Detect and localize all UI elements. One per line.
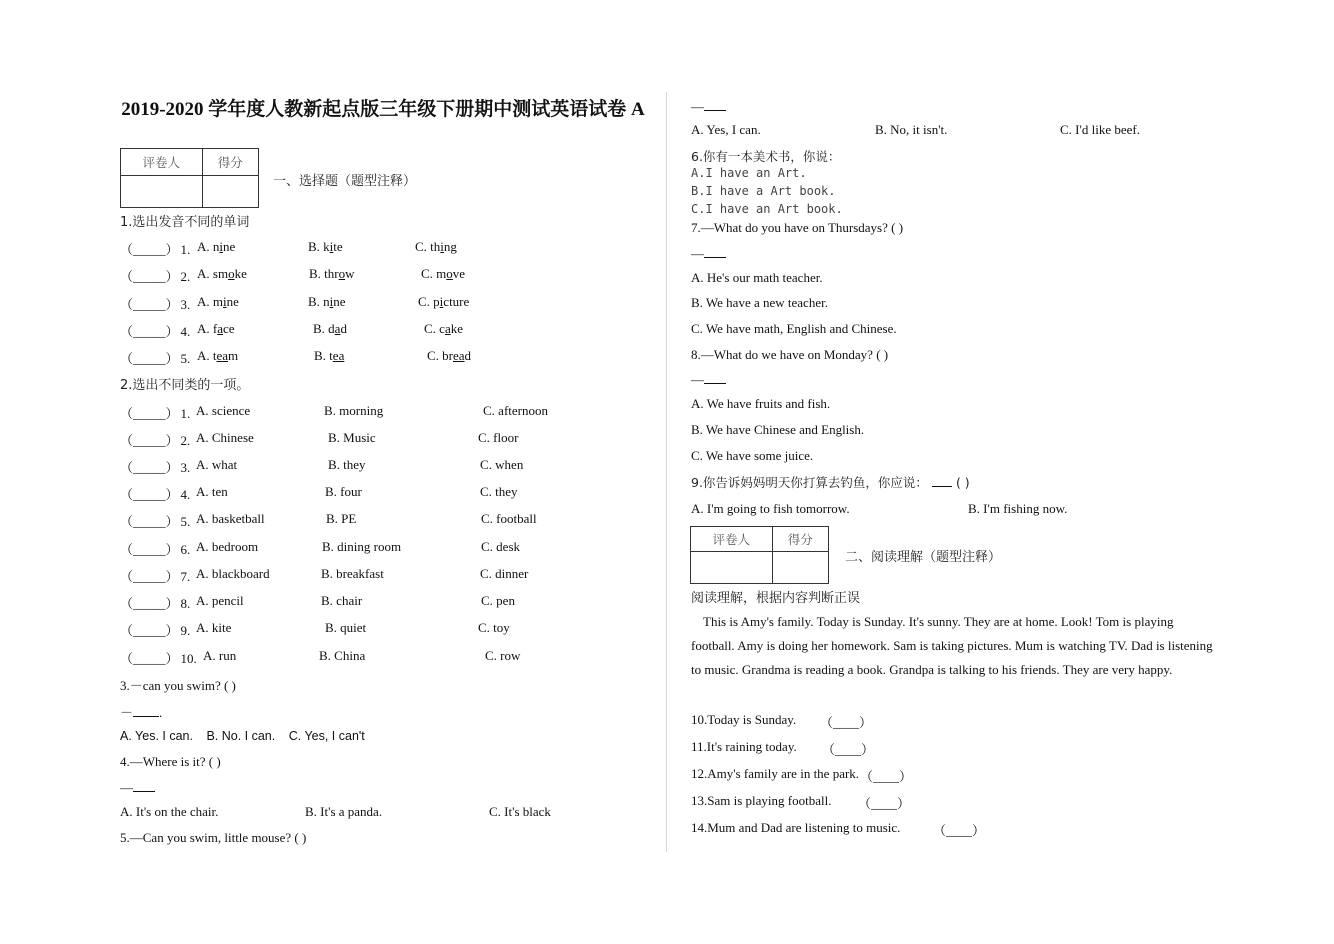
option-a[interactable]: A. blackboard — [196, 566, 270, 581]
statement: 13.Sam is playing football. — [691, 793, 832, 808]
grader-label: 评卷人 — [121, 149, 203, 176]
question-number: 7. — [180, 569, 191, 584]
score-label: 得分 — [772, 527, 828, 552]
question-number: 2. — [180, 433, 191, 448]
option-c[interactable] — [415, 239, 457, 255]
answer-blank[interactable]: （_____） — [120, 406, 179, 421]
option-b[interactable] — [313, 321, 347, 337]
answer-blank[interactable]: （____） — [860, 769, 913, 784]
q5-option-a[interactable]: A. Yes, I can. — [691, 122, 761, 137]
option-b[interactable] — [314, 348, 344, 364]
q4-option-b[interactable]: B. It's a panda. — [305, 804, 383, 819]
question-number: 3. — [180, 297, 191, 312]
underlined-letters: i — [329, 294, 334, 309]
underlined-letters: i — [223, 294, 227, 309]
q1-row — [120, 321, 190, 340]
underlined-letters: o — [338, 266, 346, 281]
q2-row — [120, 511, 190, 530]
q3-answer-line: － . — [120, 705, 163, 720]
option-b[interactable]: B. Music — [328, 430, 376, 445]
option-b[interactable]: B. China — [319, 648, 366, 663]
option-b[interactable]: B. chair — [321, 593, 363, 608]
statement: 10.Today is Sunday. — [691, 712, 797, 727]
q3-options — [120, 729, 365, 743]
option-c[interactable]: C. afternoon — [483, 403, 548, 418]
q8-question: 8.—What do we have on Monday? ( ) — [691, 347, 889, 362]
q2-row — [120, 457, 190, 476]
q5-option-c[interactable]: C. I'd like beef. — [1060, 122, 1140, 137]
section2-heading: 二、阅读理解（题型注释） — [845, 550, 1002, 565]
option-suffix: ng — [443, 239, 457, 254]
answer-blank[interactable]: （____） — [822, 742, 875, 757]
grader-label: 评卷人 — [691, 527, 773, 552]
q3-dash: － — [120, 705, 134, 720]
q3-option-b[interactable]: B. No. I can. — [206, 729, 276, 743]
option-c[interactable]: C. dinner — [480, 566, 529, 581]
underlined-letters: i — [219, 239, 224, 254]
answer-blank[interactable]: （____） — [858, 796, 911, 811]
underlined-letters: ea — [332, 348, 345, 363]
option-a[interactable]: A. what — [196, 457, 238, 472]
answer-blank[interactable]: （____） — [933, 823, 986, 838]
option-prefix: A. f — [197, 321, 218, 336]
underlined-letters: a — [444, 321, 451, 336]
q4-blank[interactable] — [133, 780, 155, 792]
option-suffix: te — [333, 239, 343, 254]
score-cell[interactable] — [772, 552, 828, 584]
option-suffix: ve — [452, 266, 466, 281]
option-prefix: C. br — [427, 348, 453, 363]
option-c[interactable]: C. pen — [481, 593, 515, 608]
q2-row — [120, 620, 190, 639]
q9-text: 9.你告诉妈妈明天你打算去钓鱼，你应说： — [691, 475, 928, 490]
column-divider — [666, 92, 667, 852]
option-prefix: A. sm — [197, 266, 229, 281]
answer-blank[interactable]: （____） — [820, 715, 873, 730]
option-suffix: ne — [226, 294, 239, 309]
option-a[interactable]: A. run — [203, 648, 237, 663]
answer-blank[interactable]: （_____） — [120, 542, 179, 557]
reading-passage: This is Amy's family. Today is Sunday. It's sunny. They are at home. Look! Tom is playing football. Amy is doing her homework. Sam is taking pictures. Mum is watching TV. Dad is listening to music. Grandma is reading a book. Grandpa is talking to his friends. They are very happy. — [691, 614, 1213, 677]
option-c[interactable] — [418, 294, 469, 310]
option-b[interactable]: B. morning — [324, 403, 384, 418]
score-table-2 — [690, 526, 829, 584]
q7-blank[interactable] — [704, 246, 726, 258]
q9-question — [691, 473, 970, 491]
answer-blank[interactable]: （_____） — [120, 487, 179, 502]
score-label: 得分 — [202, 149, 258, 176]
option-c[interactable] — [424, 321, 463, 337]
statement: 11.It's raining today. — [691, 739, 797, 754]
option-suffix: d — [340, 321, 347, 336]
option-prefix: B. thr — [309, 266, 339, 281]
option-suffix: ce — [223, 321, 235, 336]
q6-option-b[interactable]: B.I have a Art book. — [691, 184, 836, 198]
question-number: 2. — [180, 269, 191, 284]
q7-option-b[interactable]: B. We have a new teacher. — [691, 295, 828, 310]
q4-dash: — — [120, 780, 133, 795]
q6-question: 6.你有一本美术书，你说： — [691, 149, 841, 164]
q3-question: 3.－can you swim? ( ) — [120, 678, 236, 693]
option-a[interactable]: A. science — [196, 403, 251, 418]
q1-row — [120, 348, 190, 367]
q3-option-a[interactable]: A. Yes. I can. — [120, 729, 193, 743]
q8-option-c[interactable]: C. We have some juice. — [691, 448, 814, 463]
answer-blank[interactable]: （_____） — [120, 623, 179, 638]
option-a[interactable]: A. basketball — [196, 511, 265, 526]
answer-blank[interactable]: （_____） — [120, 433, 179, 448]
q3-blank[interactable] — [133, 705, 159, 717]
option-b[interactable]: B. four — [325, 484, 362, 499]
option-c[interactable]: C. row — [485, 648, 521, 663]
option-suffix: m — [228, 348, 239, 363]
q2-row — [120, 648, 197, 667]
q4-question: 4.—Where is it? ( ) — [120, 754, 221, 769]
q7-option-c[interactable]: C. We have math, English and Chinese. — [691, 321, 897, 336]
q2-row — [120, 403, 190, 422]
option-c[interactable] — [421, 266, 465, 282]
q2-row — [120, 430, 190, 449]
option-suffix: cture — [443, 294, 470, 309]
q2-instruction: 2.选出不同类的一项。 — [120, 378, 250, 393]
option-b[interactable]: B. PE — [326, 511, 357, 526]
option-c[interactable]: C. when — [480, 457, 524, 472]
option-suffix: ke — [234, 266, 247, 281]
option-a[interactable]: A. pencil — [196, 593, 244, 608]
option-c[interactable]: C. desk — [481, 539, 520, 554]
option-c[interactable]: C. floor — [478, 430, 519, 445]
q1-row — [120, 294, 190, 313]
option-b[interactable]: B. quiet — [325, 620, 367, 635]
grader-cell[interactable] — [691, 552, 773, 584]
answer-blank[interactable]: （_____） — [120, 514, 179, 529]
option-prefix: A. n — [197, 239, 220, 254]
q1-instruction: 1.选出发音不同的单词 — [120, 215, 250, 230]
question-number: 1. — [180, 406, 191, 421]
option-a[interactable]: A. kite — [196, 620, 232, 635]
option-c[interactable]: C. toy — [478, 620, 510, 635]
option-c[interactable]: C. football — [481, 511, 537, 526]
option-b[interactable]: B. dining room — [322, 539, 402, 554]
question-number: 4. — [180, 487, 191, 502]
option-suffix: w — [345, 266, 355, 281]
answer-blank[interactable]: （_____） — [120, 242, 179, 257]
option-prefix: B. k — [308, 239, 330, 254]
q9-blank[interactable] — [932, 475, 952, 487]
underlined-letters: a — [217, 321, 223, 336]
page-title: 2019-2020 学年度人教新起点版三年级下册期中测试英语试卷 A — [121, 99, 645, 120]
q7-dash: — — [691, 246, 704, 261]
q2-row — [120, 566, 190, 585]
q7-question: 7.—What do you have on Thursdays? ( ) — [691, 220, 904, 235]
answer-blank[interactable]: （_____） — [120, 569, 179, 584]
option-suffix: ke — [450, 321, 464, 336]
option-a[interactable] — [197, 294, 239, 310]
question-number: 9. — [180, 623, 191, 638]
answer-blank[interactable]: （_____） — [120, 460, 179, 475]
option-prefix: C. c — [424, 321, 445, 336]
question-number: 3. — [180, 460, 191, 475]
underlined-letters: i — [440, 239, 444, 254]
answer-blank[interactable]: （_____） — [120, 651, 179, 666]
q8-option-b[interactable]: B. We have Chinese and English. — [691, 422, 865, 437]
q9-option-a[interactable]: A. I'm going to fish tomorrow. — [691, 501, 850, 516]
q6-option-c[interactable]: C.I have an Art book. — [691, 202, 843, 216]
option-suffix: ne — [223, 239, 236, 254]
q5-answer-line — [691, 99, 726, 115]
section2-instruction: 阅读理解，根据内容判断正误 — [691, 591, 861, 606]
q8-option-a[interactable]: A. We have fruits and fish. — [691, 396, 831, 411]
statement: 12.Amy's family are in the park. — [691, 766, 860, 781]
q6-option-a[interactable]: A.I have an Art. — [691, 166, 807, 180]
option-c[interactable]: C. they — [480, 484, 518, 499]
underlined-letters: o — [446, 266, 453, 281]
underlined-letters: o — [228, 266, 235, 281]
grader-cell[interactable] — [121, 176, 203, 208]
q7-option-a[interactable]: A. He's our math teacher. — [691, 270, 823, 285]
option-a[interactable]: A. ten — [196, 484, 228, 499]
option-prefix: B. n — [308, 294, 330, 309]
q9-paren: ( ) — [955, 475, 970, 490]
option-a[interactable]: A. Chinese — [196, 430, 254, 445]
option-suffix: d — [464, 348, 472, 363]
statement: 14.Mum and Dad are listening to music. — [691, 820, 901, 835]
underlined-letters: ea — [216, 348, 229, 363]
option-b[interactable] — [309, 266, 355, 282]
answer-blank[interactable]: （_____） — [120, 297, 179, 312]
question-number: 10. — [180, 651, 197, 666]
answer-blank[interactable]: （_____） — [120, 596, 179, 611]
option-prefix: A. t — [197, 348, 217, 363]
option-a[interactable] — [197, 321, 235, 337]
question-number: 4. — [180, 324, 191, 339]
q7-answer-line — [691, 246, 726, 262]
underlined-letters: i — [439, 294, 444, 309]
question-number: 5. — [180, 351, 191, 366]
underlined-letters: i — [329, 239, 334, 254]
score-cell[interactable] — [202, 176, 258, 208]
score-table-1 — [120, 148, 259, 208]
q4-option-c[interactable]: C. It's black — [489, 804, 551, 819]
option-prefix: B. t — [314, 348, 333, 363]
answer-blank[interactable]: （_____） — [120, 324, 179, 339]
option-a[interactable] — [197, 239, 235, 255]
q8-blank[interactable] — [704, 372, 726, 384]
section1-heading: 一、选择题（题型注释） — [273, 174, 417, 189]
q9-option-b[interactable]: B. I'm fishing now. — [968, 501, 1068, 516]
option-suffix: ne — [333, 294, 346, 309]
question-number: 1. — [180, 242, 191, 257]
option-b[interactable] — [308, 239, 343, 255]
q3-option-c[interactable]: C. Yes, I can't — [288, 729, 365, 743]
option-b[interactable]: B. they — [328, 457, 366, 472]
question-number: 6. — [180, 542, 191, 557]
option-prefix: A. m — [197, 294, 223, 309]
answer-blank[interactable]: （_____） — [120, 269, 179, 284]
q8-dash: — — [691, 372, 704, 387]
q2-row — [120, 484, 190, 503]
option-prefix: C. th — [415, 239, 441, 254]
q5-dash: — — [691, 99, 704, 114]
answer-blank[interactable]: （_____） — [120, 351, 179, 366]
option-c[interactable] — [427, 348, 471, 364]
q4-option-a[interactable]: A. It's on the chair. — [120, 804, 219, 819]
q8-answer-line — [691, 372, 726, 388]
option-prefix: B. d — [313, 321, 335, 336]
option-prefix: C. m — [421, 266, 447, 281]
q1-row — [120, 266, 190, 285]
q5-option-b[interactable]: B. No, it isn't. — [875, 122, 948, 137]
q5-blank[interactable] — [704, 99, 726, 111]
underlined-letters: ea — [453, 348, 465, 363]
q4-answer-line — [120, 780, 155, 796]
option-a[interactable] — [197, 266, 247, 282]
option-b[interactable] — [308, 294, 346, 310]
q5-question: 5.—Can you swim, little mouse? ( ) — [120, 830, 307, 845]
question-number: 8. — [180, 596, 191, 611]
option-a[interactable]: A. bedroom — [196, 539, 259, 554]
option-b[interactable]: B. breakfast — [321, 566, 384, 581]
underlined-letters: a — [334, 321, 341, 336]
option-a[interactable] — [197, 348, 238, 364]
option-prefix: C. p — [418, 294, 440, 309]
q2-row — [120, 539, 190, 558]
question-number: 5. — [180, 514, 191, 529]
q2-row — [120, 593, 190, 612]
q1-row — [120, 239, 190, 258]
